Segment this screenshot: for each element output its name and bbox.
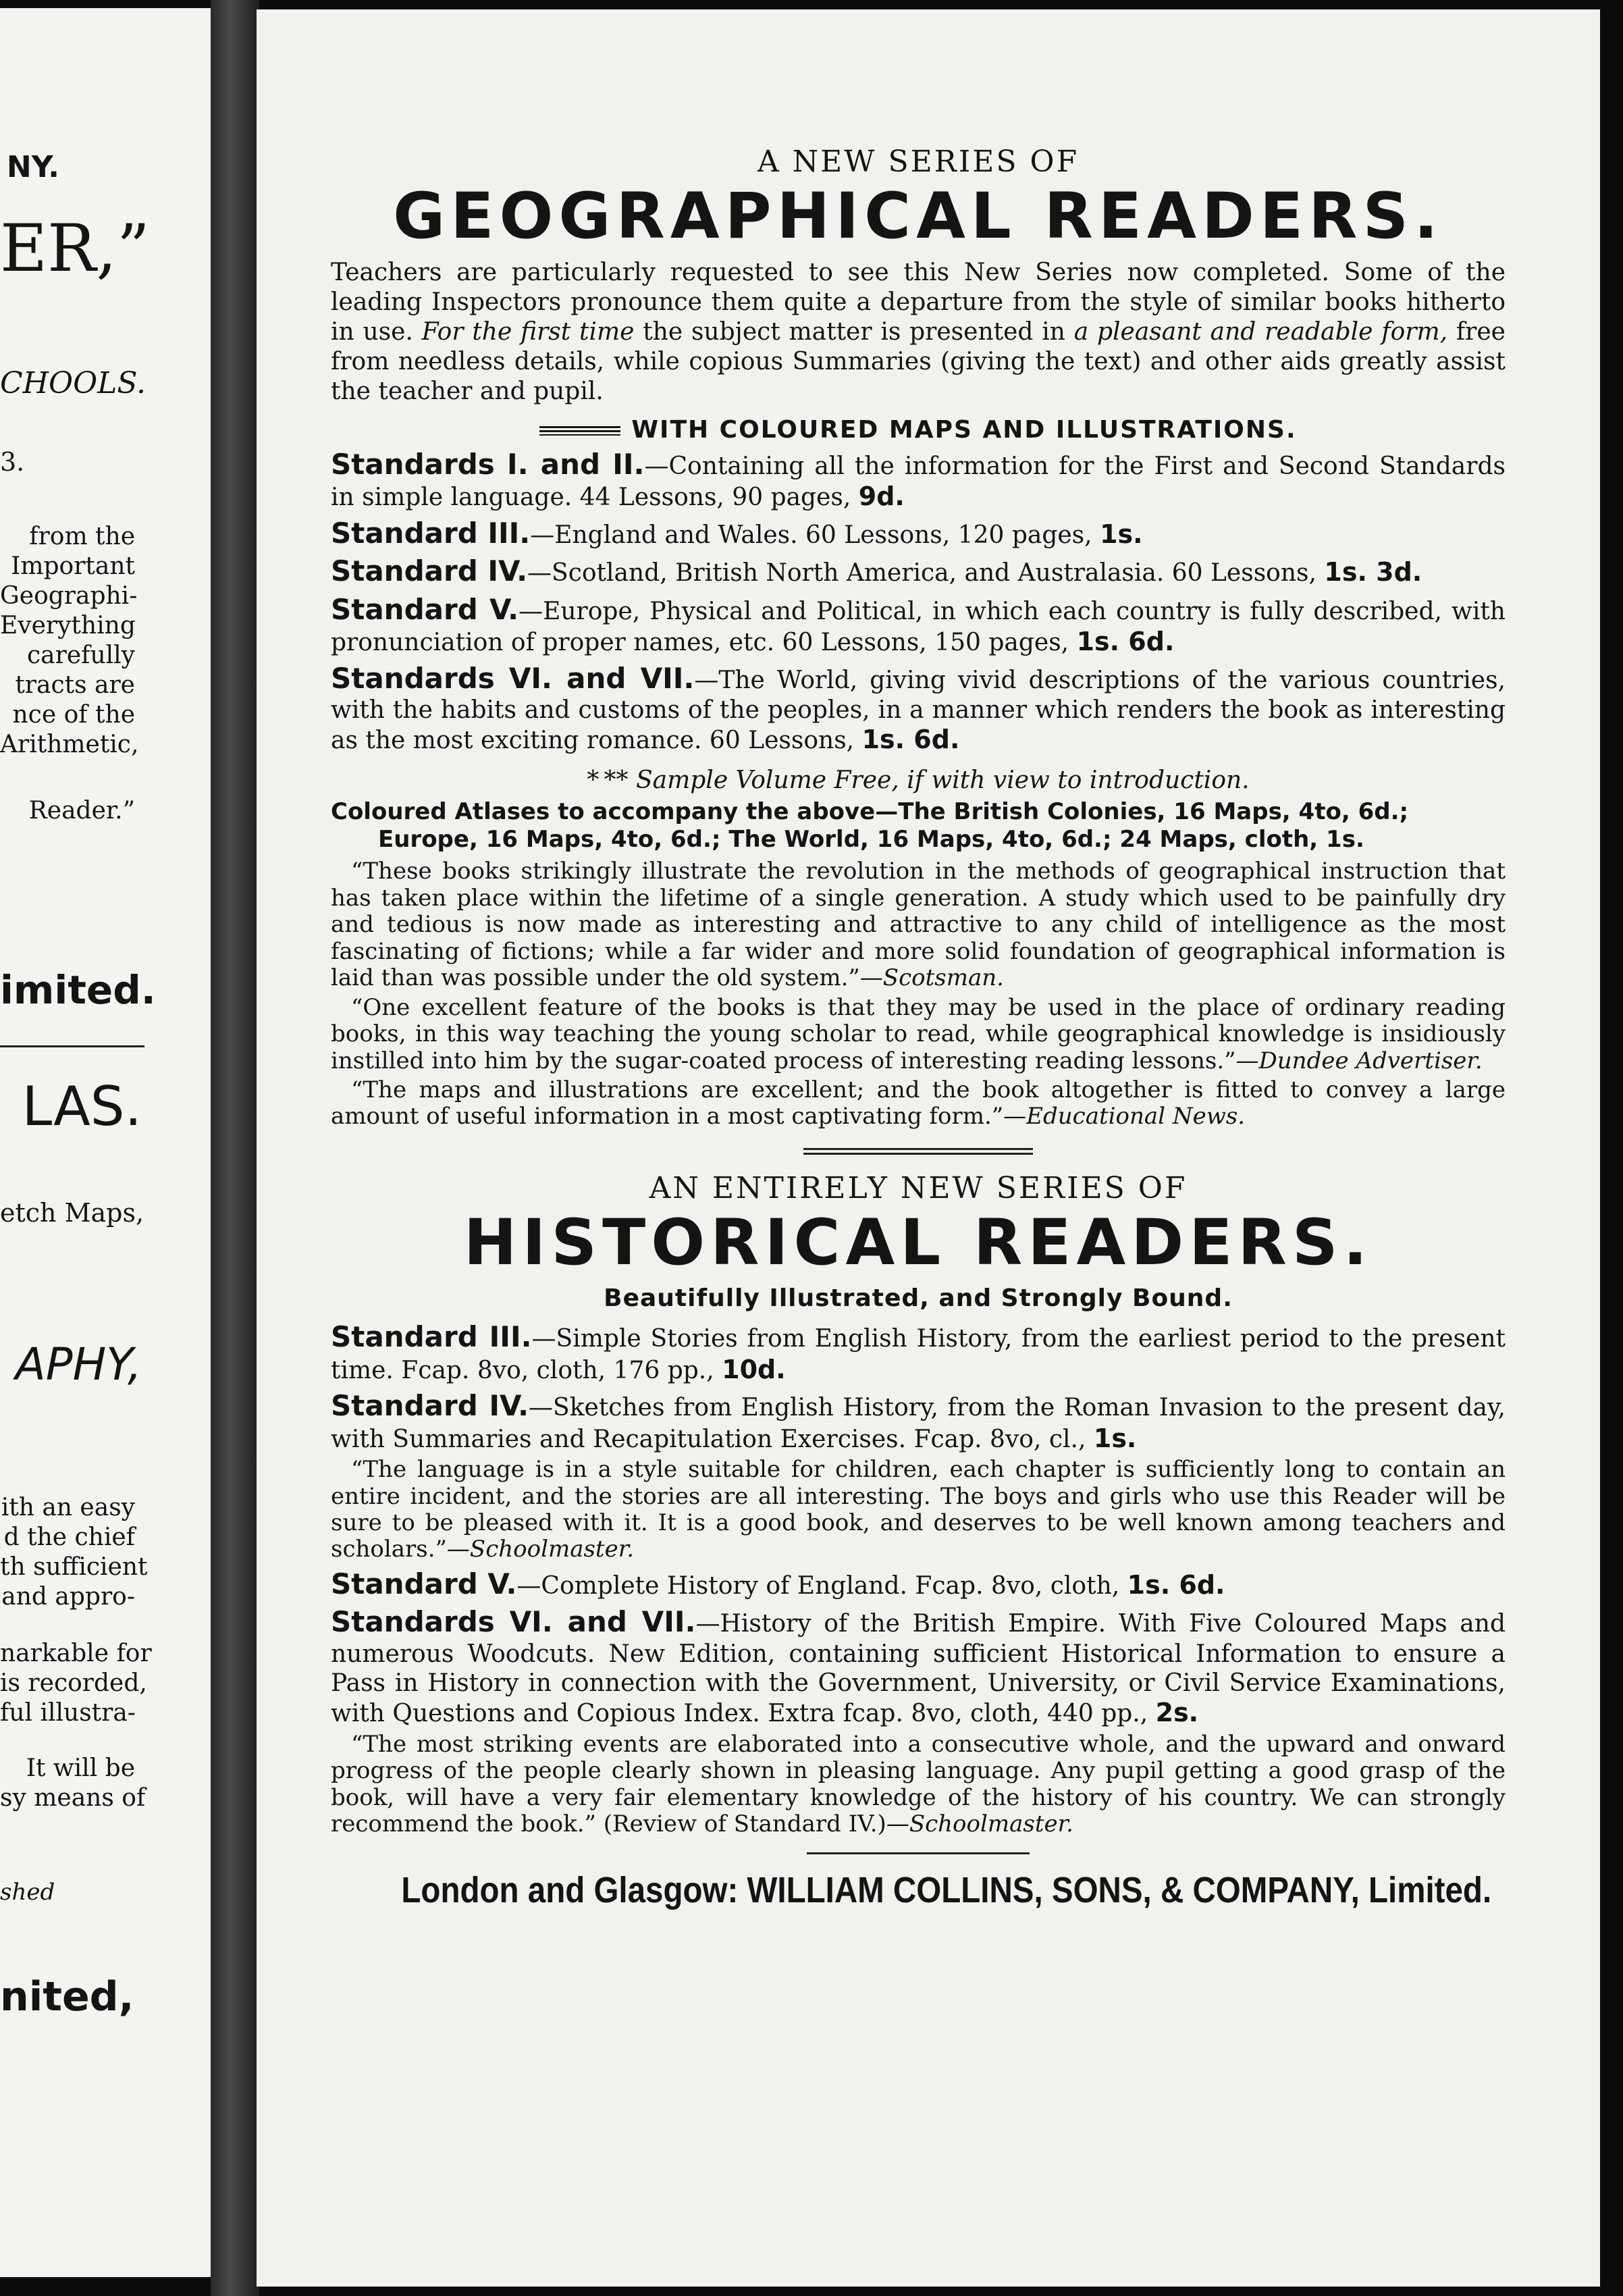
left-fragment: narkable for <box>0 1640 152 1667</box>
left-fragment: from the <box>29 523 135 550</box>
quote-text: “The most striking events are elaborated into a consecutive whole, and the upward and onward progress of the people clearly shown in pleasing language. Any pupil getting a good grasp of the book, will have a very fair elementary knowledge of the history of his country. We can strongly recommend the book.” (Review of Standard IV.) <box>331 1730 1506 1837</box>
standard-label: Standards VI. and VII. <box>331 1605 696 1639</box>
left-fragment: and appro- <box>1 1583 135 1611</box>
left-fragment: shed <box>0 1879 55 1906</box>
left-fragment: 3. <box>0 447 25 477</box>
standard-label: Standard III. <box>331 516 531 550</box>
standard-price: 9d. <box>858 481 905 512</box>
left-fragment: nited, <box>0 1973 134 2020</box>
geo-standard-entry <box>331 448 1506 513</box>
page-content <box>331 145 1506 1911</box>
standard-label: Standards VI. and VII. <box>331 661 695 695</box>
left-fragment: CHOOLS. <box>0 366 146 400</box>
standard-label: Standard IV. <box>331 554 528 588</box>
standard-description: —History of the British Empire. With Five Coloured Maps and numerous Woodcuts. New Edition, containing sufficient Historical Information to ensure a Pass in History in connection with the Government, University, or Civil Service Examinations, with Questions and Copious Index. Extra fcap. 8vo, cloth, 440 pp., <box>331 1610 1506 1728</box>
left-fragment: LAS. <box>22 1075 142 1138</box>
quote-source: —Dundee Advertiser. <box>1235 1047 1483 1074</box>
left-fragment: APHY, <box>15 1338 142 1390</box>
standard-price: 1s. 6d. <box>1076 627 1175 657</box>
standard-label: Standard V. <box>331 1567 517 1600</box>
quote-text: “One excellent feature of the books is that they may be used in the place of ordinary reading books, in this way teaching the young scholar to read, while geographical knowledge is insidiously instilled into him by the sugar-coated process of interesting reading lessons.” <box>331 993 1506 1074</box>
left-fragment: ER,” <box>0 211 150 286</box>
footer-divider <box>807 1852 1030 1854</box>
hist-title: HISTORICAL READERS. <box>463 1205 1373 1280</box>
quote-source: —Schoolmaster. <box>446 1536 635 1563</box>
left-fragment: NY. <box>6 150 59 184</box>
geo-section-heading <box>331 416 1506 444</box>
section-divider <box>803 1148 1033 1155</box>
geo-title: GEOGRAPHICAL READERS. <box>393 180 1443 253</box>
atlas-line: Europe, 16 Maps, 4to, 6d.; The World, 16 Maps, 4to, 6d.; 24 Maps, cloth, 1s. <box>378 825 1364 853</box>
left-fragment: Arithmetic, <box>0 731 139 758</box>
standard-label: Standards I. and II. <box>331 447 645 481</box>
left-fragment: Geographi- <box>0 582 138 610</box>
sample-volume-note: * ** Sample Volume Free, if with view to introduction. <box>587 766 1250 794</box>
left-rule <box>0 1045 144 1047</box>
left-fragment: It will be <box>26 1754 135 1782</box>
review-quote <box>331 1077 1506 1130</box>
geo-standard-entry <box>331 517 1506 550</box>
review-quote <box>331 1731 1506 1838</box>
standard-price: 1s. 3d. <box>1324 557 1422 588</box>
publisher-imprint: London and Glasgow: WILLIAM COLLINS, SONS, & COMPANY, Limited. <box>401 1870 1492 1911</box>
advertisement-page <box>257 9 1600 2287</box>
hist-standard-entry <box>331 1320 1506 1385</box>
atlas-offer <box>331 798 1506 854</box>
standard-description: —England and Wales. 60 Lessons, 120 pages, <box>530 521 1092 549</box>
geo-section-text: WITH COLOURED MAPS AND ILLUSTRATIONS. <box>631 415 1297 444</box>
hist-subtitle: Beautifully Illustrated, and Strongly Bound. <box>604 1284 1233 1313</box>
atlas-line: Coloured Atlases to accompany the above—The British Colonies, 16 Maps, 4to, 6d.; <box>331 798 1409 825</box>
standard-price: 1s. <box>1093 1423 1137 1453</box>
geo-intro-emphasis: a pleasant and readable form, <box>1073 318 1448 346</box>
geo-standard-entry <box>331 554 1506 588</box>
geo-intro-text: free from needless details, while copious Summaries (giving the text) and other aids greatly assist the teacher and pupil. <box>331 318 1506 406</box>
quote-text: “The language is in a style suitable for children, each chapter is sufficiently long to contain an entire incident, and the stories are all interesting. The boys and girls who use this Reader will be sure to be pleased with it. It is a good book, and deserves to be well known among teachers and scholars.” <box>331 1456 1506 1563</box>
standard-description: —Simple Stories from English History, from the earliest period to the present time. Fcap. 8vo, cloth, 176 pp., <box>331 1325 1506 1384</box>
geo-standard-entry <box>331 593 1506 658</box>
standard-price: 1s. 6d. <box>861 725 960 755</box>
standard-price: 1s. <box>1100 519 1143 549</box>
quote-source: —Scotsman. <box>859 964 1004 992</box>
book-gutter <box>211 0 259 2296</box>
standard-description: —Containing all the information for the First and Second Standards in simple language. 44 Lessons, 90 pages, <box>331 452 1506 512</box>
quote-text: “These books strikingly illustrate the revolution in the methods of geographical instruction that has taken place within the lifetime of a single generation. A study which used to be painfully dry and tedious is now made as interesting and attractive to any child of intelligence as the most fascinating of fictions; while a far wider and more solid foundation of geographical information is laid than was possible under the old system.” <box>331 858 1506 992</box>
geo-kicker: A NEW SERIES OF <box>757 145 1080 179</box>
left-fragment: nce of the <box>12 701 135 729</box>
hist-kicker: AN ENTIRELY NEW SERIES OF <box>649 1170 1188 1205</box>
geo-standard-entry <box>331 662 1506 756</box>
standard-label: Standard V. <box>331 592 519 626</box>
standard-description: —Complete History of England. Fcap. 8vo, cloth, <box>516 1571 1120 1600</box>
standard-description: —Europe, Physical and Political, in which each country is fully described, with pronunciation of proper names, etc. 60 Lessons, 150 pages, <box>331 597 1506 657</box>
standard-price: 10d. <box>722 1354 786 1384</box>
standard-description: —Sketches from English History, from the Roman Invasion to the present day, with Summaries and Recapitulation Exercises. Fcap. 8vo, cl., <box>331 1394 1506 1453</box>
hist-standard-entry <box>331 1389 1506 1454</box>
left-fragment: sy means of <box>0 1784 146 1812</box>
review-quote <box>331 1457 1506 1563</box>
left-fragment: tracts are <box>15 671 135 699</box>
hist-standard-entry <box>331 1605 1506 1728</box>
standard-description: —Scotland, British North America, and Australasia. 60 Lessons, <box>527 559 1316 588</box>
standard-price: 1s. 6d. <box>1127 1569 1225 1600</box>
decorative-rule <box>539 426 620 436</box>
quote-source: —Educational News. <box>1003 1103 1246 1130</box>
left-fragment: d the chief <box>3 1523 135 1551</box>
left-fragment: ful illustra- <box>0 1699 136 1727</box>
standard-label: Standard IV. <box>331 1389 529 1423</box>
standard-label: Standard III. <box>331 1320 532 1354</box>
left-facing-page <box>0 8 221 2277</box>
quote-text: “The maps and illustrations are excellent; and the book altogether is fitted to convey a large amount of useful information in a most captivating form.” <box>331 1076 1506 1130</box>
left-fragment: is recorded, <box>0 1669 147 1697</box>
left-fragment: Reader.” <box>28 797 135 825</box>
left-fragment: ith an easy <box>1 1494 135 1521</box>
review-quote <box>331 858 1506 991</box>
left-fragment: th sufficient <box>0 1553 148 1581</box>
left-fragment: imited. <box>0 967 156 1013</box>
geo-intro <box>331 258 1506 407</box>
review-quote <box>331 995 1506 1074</box>
left-fragment: Everything <box>0 612 136 640</box>
standard-price: 2s. <box>1155 1698 1199 1728</box>
quote-source: —Schoolmaster. <box>886 1810 1073 1837</box>
geo-intro-text: Teachers are particularly requested to see this New Series now completed. Some of the leading Inspectors pronounce them quite a departure from the style of similar books hitherto in use. <box>331 259 1506 346</box>
hist-standard-entry <box>331 1567 1506 1601</box>
left-fragment: Important <box>11 552 135 580</box>
geo-intro-emphasis: For the first time <box>421 318 635 346</box>
geo-intro-text: the subject matter is presented in <box>643 318 1065 346</box>
left-fragment: etch Maps, <box>0 1198 144 1228</box>
standard-description: —The World, giving vivid descriptions of the various countries, with the habits and customs of the peoples, in a manner which renders the book as interesting as the most exciting romance. 60 Lessons, <box>331 666 1506 755</box>
left-fragment: carefully <box>26 642 135 669</box>
